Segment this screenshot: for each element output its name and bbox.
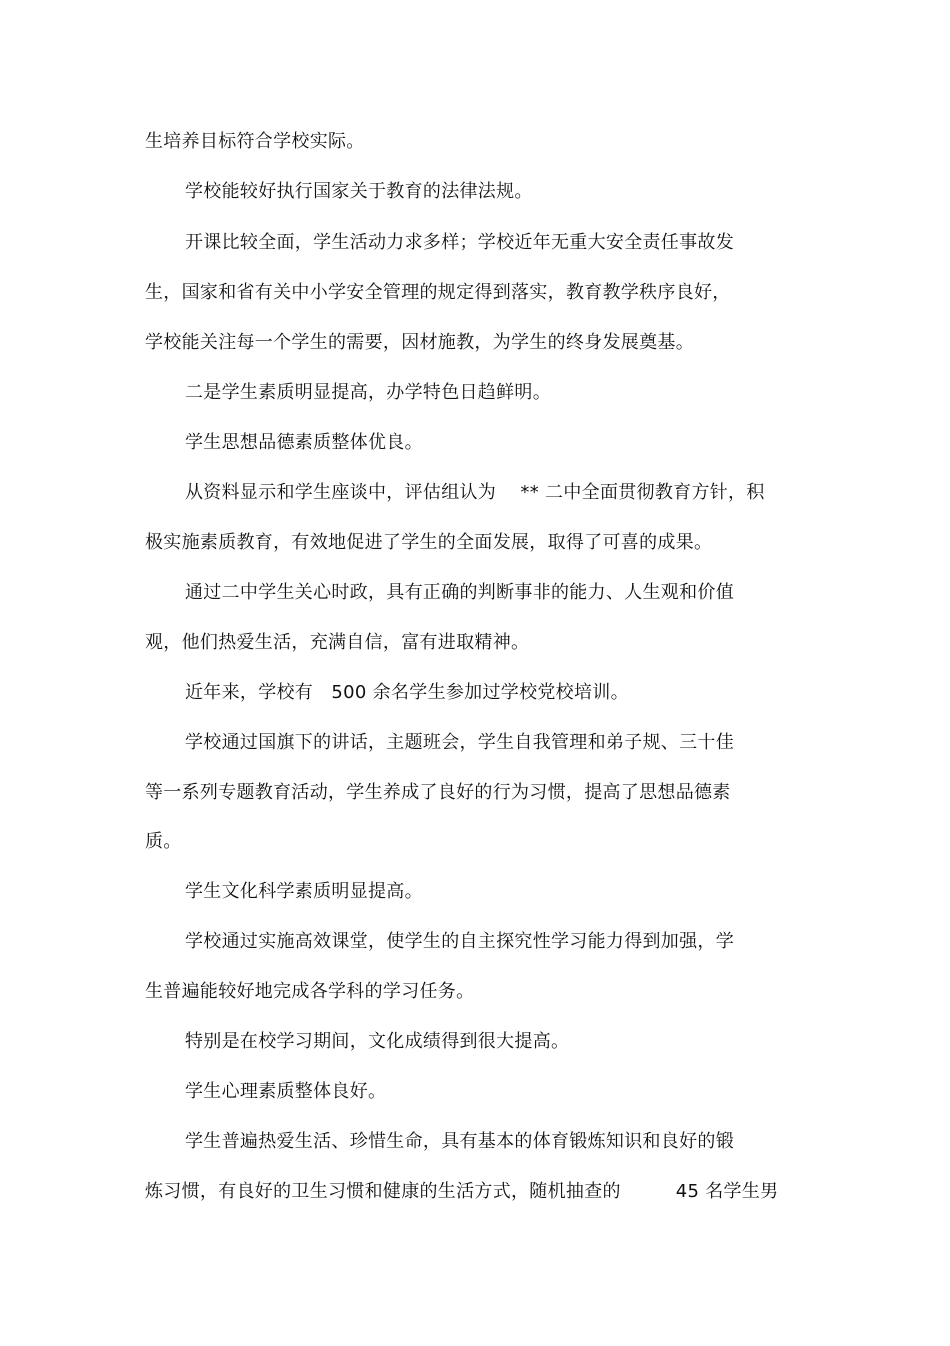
text-line: 学生心理素质整体良好。 [185,1081,387,1102]
text-line: 特别是在校学习期间，文化成绩得到很大提高。 [185,1031,570,1052]
text-line: 生，国家和省有关中小学安全管理的规定得到落实，教育教学秩序良好， [145,282,731,303]
text-line: 学校能较好执行国家关于教育的法律法规。 [185,181,533,202]
text-line: 生普遍能较好地完成各学科的学习任务。 [145,981,475,1002]
text-line: 二是学生素质明显提高，办学特色日趋鲜明。 [185,382,551,403]
text-line: 开课比较全面，学生活动力求多样；学校近年无重大安全责任事故发 [185,232,734,253]
text-line: 从资料显示和学生座谈中，评估组认为 ** 二中全面贯彻教育方针，积 [185,482,765,503]
text-line: 通过二中学生关心时政，具有正确的判断事非的能力、人生观和价值 [185,582,734,603]
text-line: 极实施素质教育，有效地促进了学生的全面发展，取得了可喜的成果。 [145,532,713,553]
text-line: 等一系列专题教育活动，学生养成了良好的行为习惯，提高了思想品德素 [145,782,731,803]
text-line: 观，他们热爱生活，充满自信，富有进取精神。 [145,632,530,653]
text-line: 学生思想品德素质整体优良。 [185,432,423,453]
text-line: 学校能关注每一个学生的需要，因材施教，为学生的终身发展奠基。 [145,332,694,353]
text-line: 学生普遍热爱生活、珍惜生命，具有基本的体育锻炼知识和良好的锻 [185,1131,734,1152]
text-line: 近年来，学校有 500 余名学生参加过学校党校培训。 [185,682,629,703]
text-line: 学校通过国旗下的讲话，主题班会，学生自我管理和弟子规、三十佳 [185,732,734,753]
text-line: 学校通过实施高效课堂，使学生的自主探究性学习能力得到加强，学 [185,931,734,952]
text-line: 炼习惯，有良好的卫生习惯和健康的生活方式，随机抽查的 45 名学生男 [145,1181,779,1202]
text-line: 质。 [145,831,182,852]
text-line: 生培养目标符合学校实际。 [145,131,365,152]
text-line: 学生文化科学素质明显提高。 [185,881,423,902]
